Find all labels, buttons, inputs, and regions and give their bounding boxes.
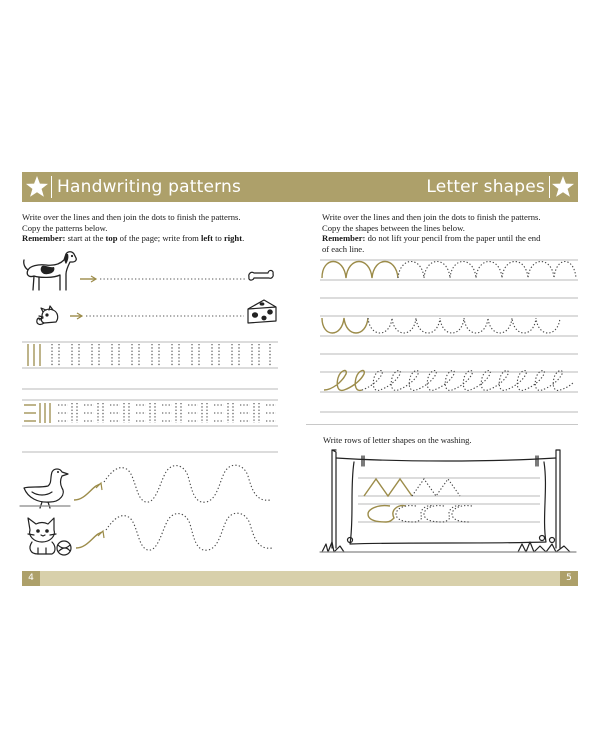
instruction-line: Copy the patterns below. [22, 222, 108, 233]
kitten-illustration [22, 512, 74, 558]
wave-trace-pattern [76, 508, 280, 560]
mouse-illustration [34, 300, 64, 328]
page-number-right: 5 [560, 571, 578, 586]
page-number-left: 4 [22, 571, 40, 586]
instruction-line: Write over the lines and then join the dots to finish the patterns. [22, 212, 241, 222]
left-page-title: Handwriting patterns [57, 177, 242, 197]
instruction-line: Remember: do not lift your pencil from the paper until the end [322, 233, 541, 244]
washing-line-illustration [320, 448, 578, 558]
dog-illustration [20, 248, 80, 296]
washing-instruction: Write rows of letter shapes on the washing. [323, 435, 472, 445]
right-instructions [322, 212, 578, 254]
left-instructions [22, 212, 292, 244]
remember-label: Remember: [22, 233, 66, 244]
cup-trace-pattern [320, 314, 578, 356]
title-banner [22, 172, 578, 202]
mixed-stroke-pattern [22, 396, 278, 456]
footer-bar [22, 571, 578, 586]
vertical-stroke-pattern [22, 340, 278, 392]
banner-divider [549, 176, 550, 198]
trace-arrow-line [70, 313, 246, 319]
loop-trace-pattern [320, 366, 578, 416]
instruction-line: Copy the shapes between the lines below. [322, 222, 465, 233]
star-icon [25, 174, 49, 200]
duck-illustration [20, 466, 72, 510]
instruction-line: Write over the lines and then join the dots to finish the patterns. [322, 212, 541, 222]
arch-trace-pattern [320, 256, 578, 300]
bone-illustration [248, 268, 274, 284]
remember-label: Remember: [322, 233, 366, 244]
wave-trace-pattern [74, 460, 278, 512]
instruction-line: Remember: start at the top of the page; write from left to right. [22, 233, 245, 244]
right-page-title: Letter shapes [426, 177, 545, 197]
star-icon [551, 174, 575, 200]
section-divider [306, 424, 578, 425]
instruction-line: of each line. [322, 243, 365, 254]
banner-divider [51, 176, 52, 198]
trace-arrow-line [80, 276, 248, 282]
cheese-illustration [246, 297, 278, 327]
